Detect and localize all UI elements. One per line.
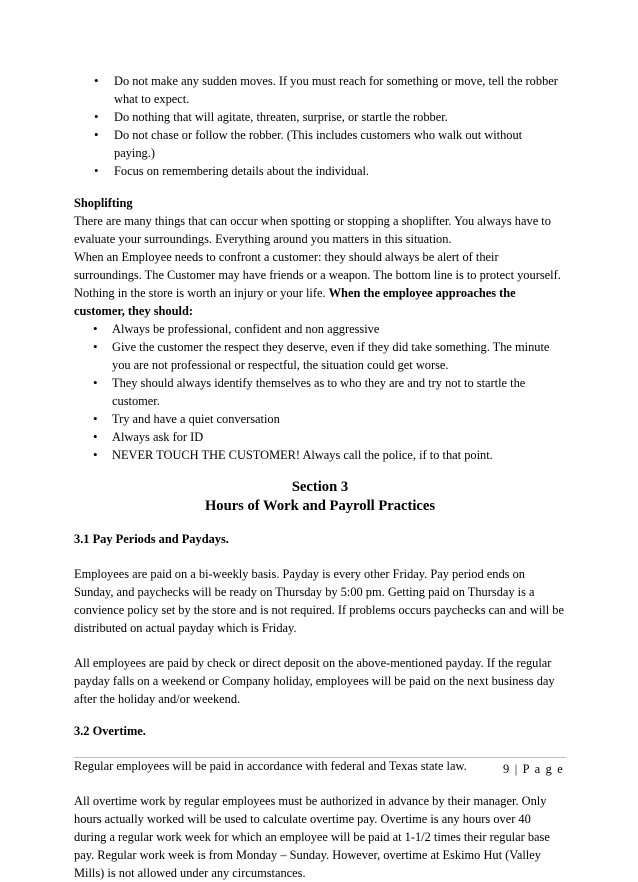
section-number: Section 3: [291, 479, 349, 495]
pay-periods-paragraph-2: All employees are paid by check or direct deposit on the above-mentioned payday. If the regular payday falls on a weekend or Company holiday, employees will be paid on the next business day after the holiday and/or weekend.: [74, 656, 555, 706]
list-item: • Focus on remembering details about the individual.: [74, 162, 566, 180]
pay-periods-paragraph-1: Employees are paid on a bi-weekly basis. Payday is every other Friday. Pay period ends on Sunday, and paychecks will be ready on Thursday by 5:00 pm. Getting paid on Thursday is a convience policy set by the store and is not required. If problems occurs paychecks can and will be distributed on actual payday which is Friday.: [74, 567, 564, 635]
list-item: • Try and have a quiet conversation: [74, 410, 566, 428]
list-item: • Always ask for ID: [74, 428, 566, 446]
footer-divider: [74, 757, 566, 758]
list-item: • Do not make any sudden moves. If you must reach for something or move, tell the robber what to expect.: [74, 72, 566, 108]
list-item: • Give the customer the respect they deserve, even if they did take something. The minute you are not professional or respectful, the situation could get worse.: [74, 338, 566, 374]
shoplifting-heading: Shoplifting: [74, 196, 133, 210]
list-item: • They should always identify themselves as to who they are and try not to startle the customer.: [74, 374, 566, 410]
robbery-bullet-list: [74, 72, 566, 180]
shoplifting-bullet-list: [74, 320, 566, 464]
list-item: • Always be professional, confident and non aggressive: [74, 320, 566, 338]
page-content: [74, 72, 566, 882]
list-item: • Do nothing that will agitate, threaten, surprise, or startle the robber.: [74, 108, 566, 126]
shoplifting-confront-paragraph: [74, 248, 566, 320]
page-number: 9 | P a g e: [503, 762, 564, 776]
overtime-heading: 3.2 Overtime.: [74, 724, 146, 738]
confront-bold-text: When the employee approaches the customer, they should:: [74, 286, 516, 318]
overtime-paragraph-2: All overtime work by regular employees must be authorized in advance by their manager. Only hours actually worked will be used to calculate overtime pay. Overtime is any hours over 40 during a regular work week for which an employee will be paid at 1-1/2 times their regular base pay. Regular work week is from Monday – Sunday. However, overtime at Eskimo Hut (Valley Mills) is not allowed under any circumstances.: [74, 794, 550, 880]
confront-text: When an Employee needs to confront a customer: they should always be alert of their surroundings. The Customer may have friends or a weapon. The bottom line is to protect yourself. Nothing in the store is worth an injury or your life.: [74, 250, 561, 300]
list-item: • Do not chase or follow the robber. (This includes customers who walk out without paying.): [74, 126, 566, 162]
list-item: • NEVER TOUCH THE CUSTOMER! Always call the police, if to that point.: [74, 446, 566, 464]
shoplifting-intro: There are many things that can occur when spotting or stopping a shoplifter. You always have to evaluate your surroundings. Everything around you matters in this situation.: [74, 214, 551, 246]
overtime-paragraph-1: Regular employees will be paid in accordance with federal and Texas state law.: [74, 759, 467, 773]
section-title: Hours of Work and Payroll Practices: [204, 498, 436, 514]
section-header: [74, 478, 566, 516]
pay-periods-heading: 3.1 Pay Periods and Paydays.: [74, 532, 229, 546]
